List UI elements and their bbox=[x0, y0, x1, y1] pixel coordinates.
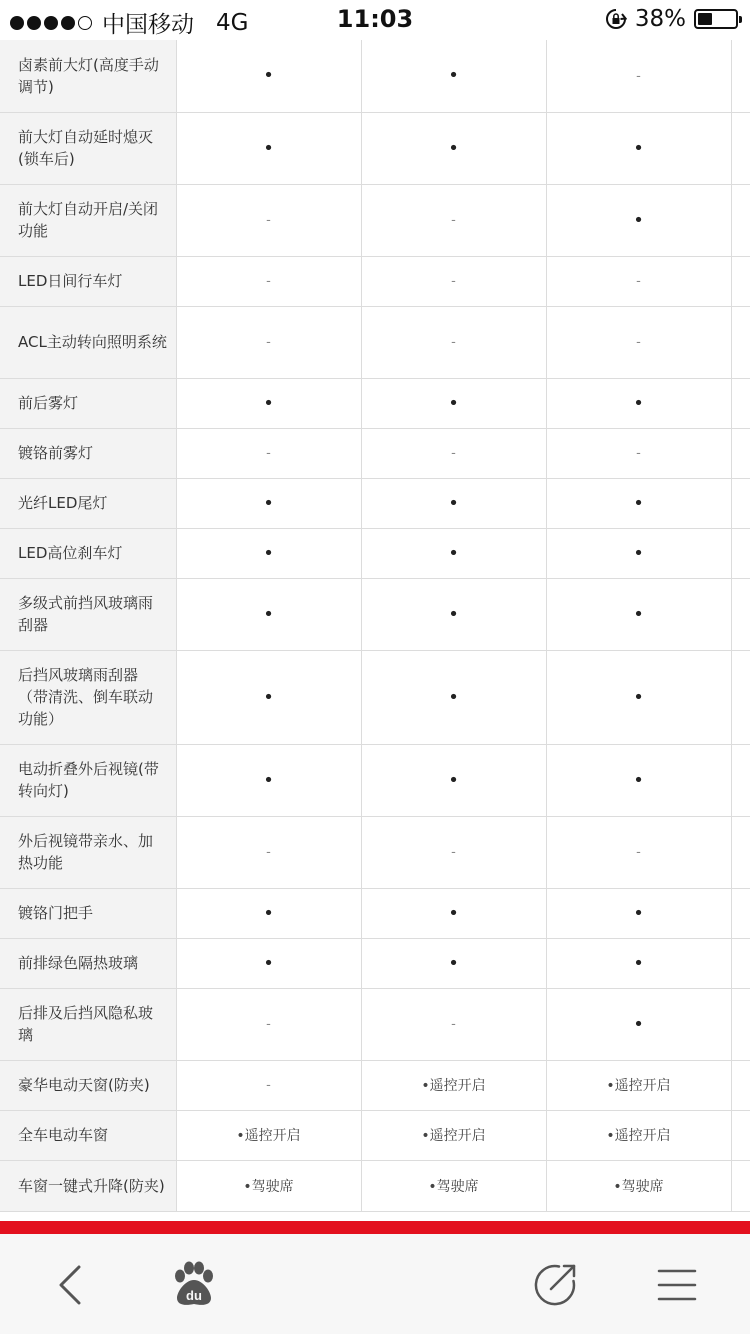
feature-value bbox=[176, 112, 361, 184]
overflow-column-cell bbox=[731, 256, 750, 306]
feature-value bbox=[546, 988, 731, 1060]
feature-value bbox=[361, 112, 546, 184]
feature-value bbox=[361, 650, 546, 744]
feature-label: 光纤LED尾灯 bbox=[0, 478, 176, 528]
clock: 11:03 bbox=[336, 5, 414, 33]
feature-value bbox=[546, 528, 731, 578]
value-text: - bbox=[636, 446, 641, 461]
feature-value bbox=[546, 478, 731, 528]
value-text: - bbox=[266, 845, 271, 860]
feature-value bbox=[361, 578, 546, 650]
table-row bbox=[0, 1160, 750, 1211]
table-row bbox=[0, 1060, 750, 1110]
feature-value bbox=[546, 1060, 731, 1110]
feature-value bbox=[546, 816, 731, 888]
value-text: •遥控开启 bbox=[421, 1128, 486, 1144]
battery-fill bbox=[698, 13, 712, 25]
feature-label: 车窗一键式升降(防夹) bbox=[0, 1160, 176, 1211]
overflow-column-cell bbox=[731, 428, 750, 478]
feature-value bbox=[361, 378, 546, 428]
feature-value bbox=[361, 938, 546, 988]
feature-label: LED日间行车灯 bbox=[0, 256, 176, 306]
menu-button[interactable] bbox=[650, 1258, 704, 1312]
feature-value bbox=[546, 1110, 731, 1160]
value-text: • bbox=[633, 769, 644, 791]
table-row bbox=[0, 1110, 750, 1160]
overflow-column-cell bbox=[731, 578, 750, 650]
value-text: •驾驶席 bbox=[243, 1178, 294, 1195]
value-text: • bbox=[633, 542, 644, 564]
value-text: • bbox=[263, 392, 274, 414]
overflow-column-cell bbox=[731, 650, 750, 744]
table-row bbox=[0, 528, 750, 578]
table-row bbox=[0, 816, 750, 888]
value-text: • bbox=[448, 603, 459, 625]
feature-label: 前大灯自动开启/关闭功能 bbox=[0, 184, 176, 256]
share-arrow-icon bbox=[532, 1262, 578, 1308]
feature-value bbox=[546, 40, 731, 112]
status-bar bbox=[0, 0, 750, 40]
table-row bbox=[0, 888, 750, 938]
value-text: - bbox=[636, 845, 641, 860]
feature-label: 前后雾灯 bbox=[0, 378, 176, 428]
feature-value bbox=[176, 1060, 361, 1110]
table-row bbox=[0, 650, 750, 744]
overflow-column-cell bbox=[731, 744, 750, 816]
feature-label: 外后视镜带亲水、加热功能 bbox=[0, 816, 176, 888]
feature-label: ACL主动转向照明系统 bbox=[0, 306, 176, 378]
overflow-column-cell bbox=[731, 40, 750, 112]
feature-value bbox=[546, 112, 731, 184]
overflow-column-cell bbox=[731, 378, 750, 428]
value-text: • bbox=[633, 492, 644, 514]
value-text: •遥控开启 bbox=[236, 1128, 301, 1144]
table-row bbox=[0, 306, 750, 378]
value-text: •遥控开启 bbox=[421, 1078, 486, 1094]
feature-value bbox=[361, 306, 546, 378]
value-text: • bbox=[448, 686, 459, 708]
value-text: - bbox=[451, 335, 456, 350]
feature-value bbox=[361, 478, 546, 528]
chevron-left-icon bbox=[49, 1263, 89, 1307]
value-text: • bbox=[263, 137, 274, 159]
svg-text:du: du bbox=[186, 1288, 202, 1303]
value-text: • bbox=[448, 952, 459, 974]
battery-percentage: 38% bbox=[634, 6, 686, 32]
overflow-column-cell bbox=[731, 938, 750, 988]
value-text: • bbox=[263, 65, 274, 87]
value-text: • bbox=[448, 769, 459, 791]
feature-value bbox=[361, 988, 546, 1060]
feature-value bbox=[546, 744, 731, 816]
feature-value bbox=[546, 888, 731, 938]
table-row bbox=[0, 184, 750, 256]
feature-value bbox=[176, 428, 361, 478]
feature-value bbox=[361, 816, 546, 888]
feature-value bbox=[361, 528, 546, 578]
value-text: • bbox=[263, 952, 274, 974]
feature-value bbox=[361, 1060, 546, 1110]
feature-value bbox=[361, 1110, 546, 1160]
value-text: • bbox=[633, 1013, 644, 1035]
feature-value bbox=[176, 40, 361, 112]
value-text: • bbox=[263, 686, 274, 708]
feature-value bbox=[361, 428, 546, 478]
value-text: - bbox=[451, 274, 456, 289]
network-type: 4G bbox=[216, 9, 249, 36]
value-text: • bbox=[633, 137, 644, 159]
back-button[interactable] bbox=[42, 1258, 96, 1312]
bottom-toolbar bbox=[0, 1234, 750, 1334]
value-text: • bbox=[633, 686, 644, 708]
feature-value bbox=[546, 650, 731, 744]
table-row bbox=[0, 478, 750, 528]
value-text: - bbox=[451, 446, 456, 461]
feature-label: 前排绿色隔热玻璃 bbox=[0, 938, 176, 988]
feature-value bbox=[361, 184, 546, 256]
rotation-lock-icon bbox=[605, 8, 627, 30]
feature-label: LED高位刹车灯 bbox=[0, 528, 176, 578]
feature-value bbox=[361, 40, 546, 112]
overflow-column-cell bbox=[731, 184, 750, 256]
feature-value bbox=[176, 1160, 361, 1211]
hamburger-menu-icon bbox=[657, 1267, 697, 1303]
feature-value bbox=[361, 256, 546, 306]
feature-value bbox=[361, 888, 546, 938]
baidu-paw-icon bbox=[168, 1260, 218, 1310]
overflow-column-cell bbox=[731, 306, 750, 378]
value-text: • bbox=[448, 542, 459, 564]
value-text: • bbox=[448, 65, 459, 87]
value-text: • bbox=[263, 902, 274, 924]
baidu-home-button[interactable] bbox=[166, 1258, 220, 1312]
overflow-column-cell bbox=[731, 888, 750, 938]
feature-value bbox=[546, 256, 731, 306]
feature-value bbox=[546, 578, 731, 650]
table-row bbox=[0, 256, 750, 306]
overflow-column-cell bbox=[731, 528, 750, 578]
value-text: - bbox=[451, 845, 456, 860]
table-row bbox=[0, 40, 750, 112]
overflow-column-cell bbox=[731, 1110, 750, 1160]
feature-value bbox=[176, 888, 361, 938]
value-text: • bbox=[448, 492, 459, 514]
value-text: - bbox=[266, 1078, 271, 1093]
red-divider bbox=[0, 1221, 750, 1234]
table-row bbox=[0, 112, 750, 184]
feature-label: 后挡风玻璃雨刮器（带清洗、倒车联动功能） bbox=[0, 650, 176, 744]
feature-value bbox=[361, 1160, 546, 1211]
feature-label: 全车电动车窗 bbox=[0, 1110, 176, 1160]
value-text: • bbox=[263, 603, 274, 625]
value-text: • bbox=[263, 769, 274, 791]
feature-value bbox=[546, 938, 731, 988]
overflow-column-cell bbox=[731, 816, 750, 888]
feature-value bbox=[176, 744, 361, 816]
feature-label: 卤素前大灯(高度手动调节) bbox=[0, 40, 176, 112]
feature-value bbox=[546, 184, 731, 256]
value-text: - bbox=[451, 1017, 456, 1032]
feature-value bbox=[176, 578, 361, 650]
feature-value bbox=[176, 256, 361, 306]
value-text: - bbox=[266, 335, 271, 350]
share-button[interactable] bbox=[528, 1258, 582, 1312]
overflow-column-cell bbox=[731, 112, 750, 184]
spec-table bbox=[0, 40, 750, 1212]
feature-value bbox=[546, 378, 731, 428]
value-text: •遥控开启 bbox=[606, 1128, 671, 1144]
value-text: - bbox=[636, 68, 641, 84]
feature-value bbox=[176, 938, 361, 988]
feature-value bbox=[176, 478, 361, 528]
feature-label: 后排及后挡风隐私玻璃 bbox=[0, 988, 176, 1060]
value-text: • bbox=[448, 902, 459, 924]
feature-label: 镀铬门把手 bbox=[0, 888, 176, 938]
value-text: • bbox=[633, 952, 644, 974]
table-row bbox=[0, 578, 750, 650]
value-text: • bbox=[448, 392, 459, 414]
feature-value bbox=[546, 306, 731, 378]
feature-label: 多级式前挡风玻璃雨刮器 bbox=[0, 578, 176, 650]
value-text: • bbox=[633, 603, 644, 625]
value-text: • bbox=[633, 902, 644, 924]
value-text: - bbox=[266, 446, 271, 461]
feature-label: 镀铬前雾灯 bbox=[0, 428, 176, 478]
table-row bbox=[0, 988, 750, 1060]
feature-value bbox=[176, 528, 361, 578]
feature-value bbox=[361, 744, 546, 816]
overflow-column-cell bbox=[731, 988, 750, 1060]
overflow-column-cell bbox=[731, 478, 750, 528]
feature-label: 豪华电动天窗(防夹) bbox=[0, 1060, 176, 1110]
feature-label: 电动折叠外后视镜(带转向灯) bbox=[0, 744, 176, 816]
value-text: • bbox=[633, 209, 644, 231]
value-text: •遥控开启 bbox=[606, 1078, 671, 1094]
feature-value bbox=[176, 1110, 361, 1160]
feature-value bbox=[176, 650, 361, 744]
feature-value bbox=[176, 306, 361, 378]
value-text: • bbox=[263, 542, 274, 564]
feature-value bbox=[176, 988, 361, 1060]
feature-label: 前大灯自动延时熄灭(锁车后) bbox=[0, 112, 176, 184]
value-text: • bbox=[263, 492, 274, 514]
value-text: - bbox=[266, 213, 271, 228]
feature-value bbox=[176, 378, 361, 428]
feature-value bbox=[546, 1160, 731, 1211]
table-row bbox=[0, 938, 750, 988]
value-text: • bbox=[633, 392, 644, 414]
value-text: •驾驶席 bbox=[613, 1178, 664, 1195]
value-text: • bbox=[448, 137, 459, 159]
value-text: - bbox=[636, 335, 641, 350]
value-text: - bbox=[266, 1017, 271, 1032]
table-row bbox=[0, 744, 750, 816]
table-row bbox=[0, 378, 750, 428]
value-text: - bbox=[636, 274, 641, 289]
overflow-column-cell bbox=[731, 1160, 750, 1211]
value-text: •驾驶席 bbox=[428, 1178, 479, 1195]
table-row bbox=[0, 428, 750, 478]
feature-value bbox=[176, 816, 361, 888]
feature-value bbox=[546, 428, 731, 478]
overflow-column-cell bbox=[731, 1060, 750, 1110]
feature-value bbox=[176, 184, 361, 256]
battery-icon bbox=[694, 9, 738, 29]
value-text: - bbox=[266, 274, 271, 289]
carrier-name: 中国移动 bbox=[102, 12, 194, 38]
value-text: - bbox=[451, 213, 456, 228]
